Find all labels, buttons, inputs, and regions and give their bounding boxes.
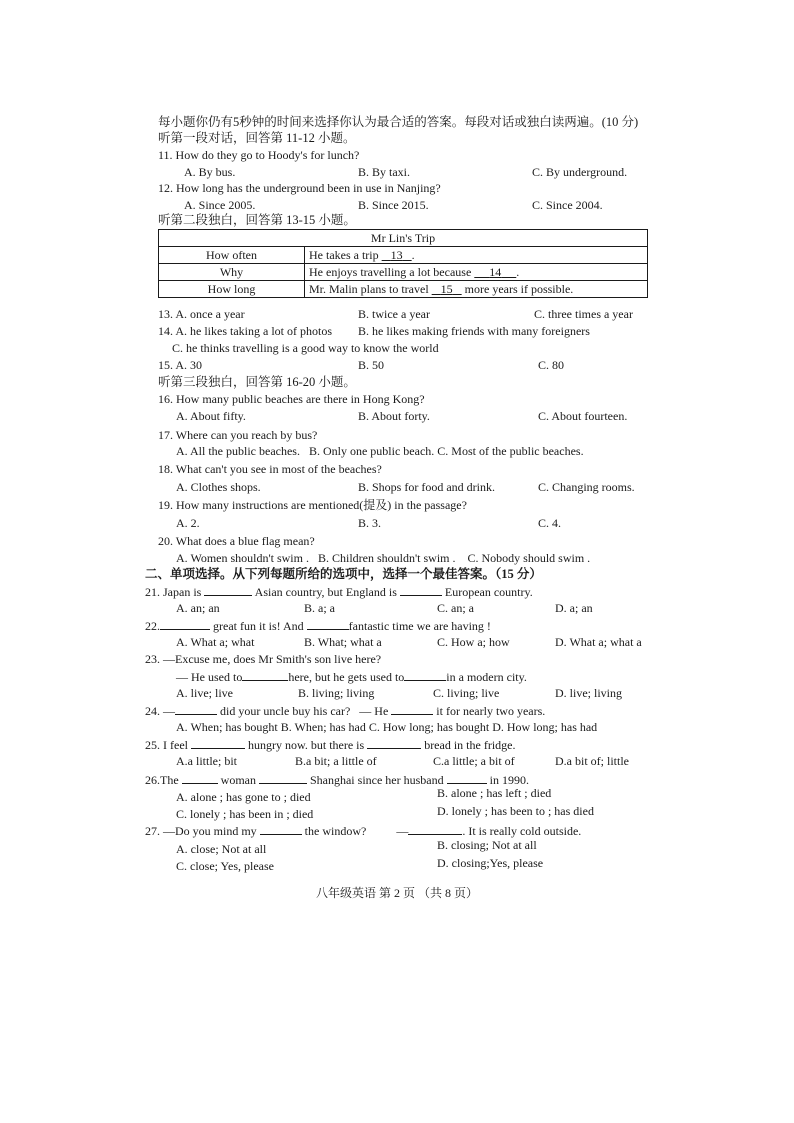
q26-option-d: D. lonely ; has been to ; has died (437, 804, 594, 818)
listening-instructions: 每小题你仍有5秒钟的时间来选择你认为最合适的答案。每段对话或独白读两遍。(10 分) (158, 115, 639, 129)
trip-row-text: Mr. Malin plans to travel (309, 282, 429, 296)
q23-option-b: B. living; living (298, 686, 375, 700)
q12-question: 12. How long has the underground been in use in Nanjing? (158, 181, 441, 195)
q14-option-a: 14. A. he likes taking a lot of photos (158, 324, 332, 338)
q22-text: 22. (145, 619, 160, 633)
q12-option-c: C. Since 2004. (532, 198, 603, 212)
blank (391, 702, 433, 715)
q13-option-c: C. three times a year (534, 307, 633, 321)
q21-option-b: B. a; a (304, 601, 335, 615)
blank (260, 822, 302, 835)
q27-question (145, 822, 645, 839)
q21-option-d: D. a; an (555, 601, 593, 615)
q14-option-b: B. he likes making friends with many foreigners (358, 324, 590, 338)
q11-option-a: A. By bus. (184, 165, 236, 179)
trip-row-value (305, 281, 648, 298)
q21-question (145, 583, 645, 600)
q27-option-c: C. close; Yes, please (176, 859, 274, 873)
q22-text: fantastic time we are having ! (348, 619, 491, 633)
q23-question: 23. —Excuse me, does Mr Smith's son live here? (145, 652, 382, 666)
blank-number: 13 (390, 248, 403, 262)
q23-text: here, but he gets used to (288, 670, 405, 684)
part2-heading: 听第二段独白，回答第 13-15 小题。 (158, 213, 356, 227)
q15-option-c: C. 80 (538, 358, 565, 372)
trip-table-row (159, 264, 648, 281)
trip-table-row (159, 281, 648, 298)
blank (367, 736, 421, 749)
q19-option-b: B. 3. (358, 516, 382, 530)
q27-text: 27. —Do you mind my (145, 824, 257, 838)
trip-row-end: . (411, 248, 415, 262)
q25-text: 25. I feel (145, 738, 188, 752)
q25-question (145, 736, 645, 753)
q22-option-a: A. What a; what (176, 635, 255, 649)
trip-row-end: . (516, 265, 520, 279)
q11-option-c: C. By underground. (532, 165, 628, 179)
blank-13 (382, 248, 412, 262)
q17-question: 17. Where can you reach by bus? (158, 428, 318, 442)
q21-option-a: A. an; an (176, 601, 220, 615)
trip-row-label: How long (159, 281, 305, 298)
q21-text: 21. Japan is (145, 585, 202, 599)
blank-15 (432, 282, 462, 296)
q23-text: — He used to (176, 670, 243, 684)
q21-option-c: C. an; a (437, 601, 474, 615)
q18-option-c: C. Changing rooms. (538, 480, 635, 494)
blank-number: 14 (489, 265, 502, 279)
q26-option-b: B. alone ; has left ; died (437, 786, 552, 800)
q23-option-d: D. live; living (555, 686, 622, 700)
trip-table-title-row (159, 230, 648, 247)
q23-sentence (176, 668, 676, 685)
q24-text: did your uncle buy his car? (220, 704, 351, 718)
q15-option-a: 15. A. 30 (158, 358, 203, 372)
q26-question (145, 771, 645, 788)
blank (242, 668, 288, 681)
q17-options: A. All the public beaches. B. Only one public beach. C. Most of the public beaches. (176, 444, 584, 458)
q24-question (145, 702, 645, 719)
q18-option-a: A. Clothes shops. (176, 480, 261, 494)
q27-text: — (396, 824, 409, 838)
q26-text: 26.The (145, 773, 179, 787)
trip-row-label: Why (159, 264, 305, 281)
q20-question: 20. What does a blue flag mean? (158, 534, 315, 548)
trip-table (158, 229, 648, 298)
section2-heading: 二、单项选择。从下列每题所给的选项中，选择一个最佳答案。（15 分） (145, 567, 542, 581)
q27-text: . It is really cold outside. (462, 824, 582, 838)
q19-question: 19. How many instructions are mentioned(提及) in the passage? (158, 498, 467, 512)
q24-text: — He (359, 704, 389, 718)
page-footer: 八年级英语 第 2 页 （共 8 页） (315, 886, 478, 900)
q18-option-b: B. Shops for food and drink. (358, 480, 495, 494)
q27-option-d: D. closing;Yes, please (437, 856, 544, 870)
q26-text: in 1990. (489, 773, 529, 787)
q27-option-b: B. closing; Not at all (437, 838, 537, 852)
trip-row-text: He enjoys travelling a lot because (309, 265, 472, 279)
q12-option-a: A. Since 2005. (184, 198, 256, 212)
q25-option-b: B.a bit; a little of (295, 754, 377, 768)
blank (175, 702, 217, 715)
q13-option-b: B. twice a year (358, 307, 430, 321)
trip-row-end: more years if possible. (464, 282, 574, 296)
q11-option-b: B. By taxi. (358, 165, 411, 179)
blank-14 (474, 265, 516, 279)
q24-options: A. When; has bought B. When; has had C. How long; has bought D. How long; has had (176, 720, 598, 734)
blank (307, 617, 349, 630)
part1-heading: 听第一段对话，回答第 11-12 小题。 (158, 131, 356, 145)
q25-text: hungry now. but there is (247, 738, 365, 752)
q25-text: bread in the fridge. (424, 738, 516, 752)
q27-option-a: A. close; Not at all (176, 842, 267, 856)
q21-text: Asian country, but England is (254, 585, 397, 599)
blank (404, 668, 446, 681)
q15-option-b: B. 50 (358, 358, 385, 372)
q20-options: A. Women shouldn't swim . B. Children shouldn't swim . C. Nobody should swim . (176, 551, 591, 565)
q25-option-a: A.a little; bit (176, 754, 237, 768)
q23-option-a: A. live; live (176, 686, 233, 700)
q14-option-c: C. he thinks travelling is a good way to know the world (172, 341, 439, 355)
trip-row-value (305, 264, 648, 281)
q19-option-a: A. 2. (176, 516, 200, 530)
q22-option-d: D. What a; what a (555, 635, 642, 649)
q16-question: 16. How many public beaches are there in Hong Kong? (158, 392, 425, 406)
q24-text: it for nearly two years. (436, 704, 546, 718)
blank (408, 822, 462, 835)
q22-option-c: C. How a; how (437, 635, 510, 649)
q16-option-a: A. About fifty. (176, 409, 246, 423)
q22-text: great fun it is! And (213, 619, 304, 633)
q18-question: 18. What can't you see in most of the beaches? (158, 462, 382, 476)
trip-table-row (159, 247, 648, 264)
q24-text: 24. — (145, 704, 175, 718)
q16-option-c: C. About fourteen. (538, 409, 628, 423)
q26-text: Shanghai since her husband (309, 773, 444, 787)
q22-option-b: B. What; what a (304, 635, 382, 649)
q26-option-a: A. alone ; has gone to ; died (176, 790, 311, 804)
q13-option-a: 13. A. once a year (158, 307, 245, 321)
q12-option-b: B. Since 2015. (358, 198, 429, 212)
q11-question: 11. How do they go to Hoody's for lunch? (158, 148, 360, 162)
blank (191, 736, 245, 749)
part3-heading: 听第三段独白，回答第 16-20 小题。 (158, 375, 356, 389)
trip-row-value (305, 247, 648, 264)
q16-option-b: B. About forty. (358, 409, 430, 423)
q23-text: in a modern city. (446, 670, 527, 684)
blank-number: 15 (440, 282, 453, 296)
blank (259, 771, 307, 784)
blank (160, 617, 210, 630)
q27-text: the window? (304, 824, 367, 838)
blank (204, 583, 252, 596)
trip-row-label: How often (159, 247, 305, 264)
blank (182, 771, 218, 784)
trip-table-title: Mr Lin's Trip (159, 230, 648, 247)
q22-question (145, 617, 645, 634)
blank (400, 583, 442, 596)
q21-text: European country. (444, 585, 533, 599)
q25-option-c: C.a little; a bit of (433, 754, 515, 768)
q19-option-c: C. 4. (538, 516, 562, 530)
q23-option-c: C. living; live (433, 686, 500, 700)
trip-row-text: He takes a trip (309, 248, 379, 262)
q26-text: woman (220, 773, 256, 787)
blank (447, 771, 487, 784)
q26-option-c: C. lonely ; has been in ; died (176, 807, 314, 821)
q25-option-d: D.a bit of; little (555, 754, 629, 768)
